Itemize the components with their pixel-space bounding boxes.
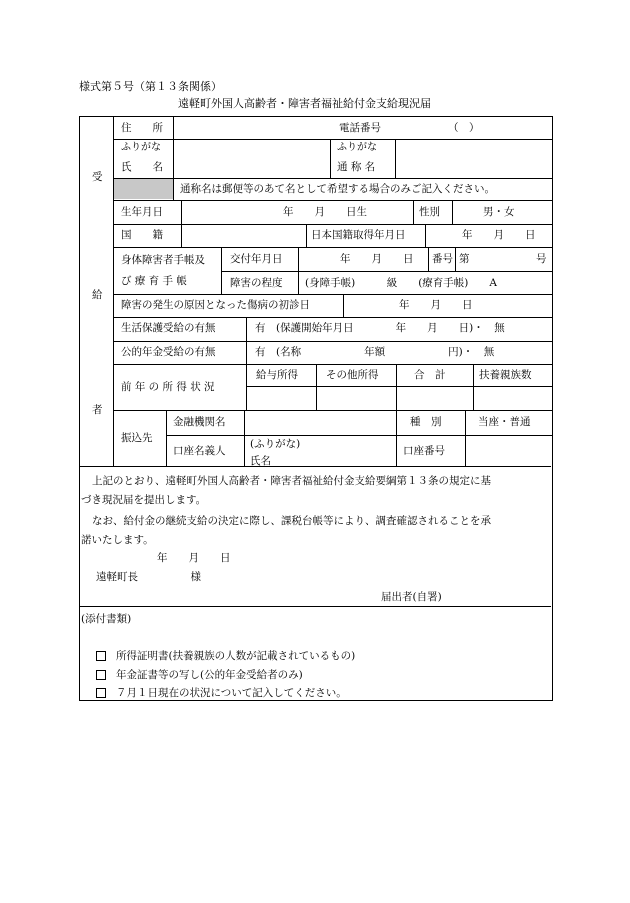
- account-type-value[interactable]: 当座・普通: [478, 416, 531, 428]
- checkbox[interactable]: [96, 670, 106, 680]
- nationality-label: 国 籍: [121, 229, 163, 241]
- first-exam-label: 障害の発生の原因となった傷病の初診日: [121, 299, 310, 311]
- income-col-dependents: 扶養親族数: [479, 369, 532, 381]
- holder-label: 口座名義人: [173, 445, 226, 457]
- account-number-label: 口座番号: [403, 445, 445, 457]
- account-number-field[interactable]: [468, 438, 549, 464]
- mayor-addressee: 遠軽町長 様: [96, 571, 201, 583]
- shaded-cell: [114, 179, 173, 199]
- sex-label: 性別: [419, 206, 440, 218]
- handbook-label-line1: 身体障害者手帳及: [121, 254, 205, 266]
- holder-name-label: 氏名: [250, 455, 271, 467]
- handbook-number-suffix: 号: [536, 253, 547, 265]
- income-col-other: その他所得: [326, 369, 379, 381]
- degree-label: 障害の程度: [230, 277, 283, 289]
- attachment-item: [96, 651, 355, 662]
- declaration-line2: づき現況届を提出します。: [81, 494, 207, 506]
- issue-date-label: 交付年月日: [230, 253, 283, 265]
- income-col-total: 合 計: [414, 369, 446, 381]
- birth-label: 生年月日: [121, 206, 163, 218]
- jp-nationality-date[interactable]: 年 月 日: [462, 229, 536, 241]
- handbook-label-line2: び 療 育 手 帳: [121, 275, 187, 287]
- nationality-field[interactable]: [185, 227, 303, 245]
- attachment-item: [96, 670, 303, 681]
- attachment-item: [96, 688, 347, 699]
- birth-value[interactable]: 年 月 日生: [283, 206, 367, 218]
- welfare-value[interactable]: 有 (保護開始年月日 年 月 日)・ 無: [255, 322, 505, 334]
- attachment-item-label: ７月１日現在の状況について記入してください。: [116, 687, 347, 699]
- income-dependents-field[interactable]: [475, 388, 549, 408]
- attachment-item-label: 所得証明書(扶養親族の人数が記載されているもの): [116, 650, 356, 662]
- common-name-note: 通称名は郵便等のあて名として希望する場合のみご記入ください。: [180, 183, 495, 195]
- welfare-label: 生活保護受給の有無: [121, 322, 216, 334]
- submitter-signature[interactable]: 届出者(自署): [381, 591, 442, 603]
- income-salary-field[interactable]: [248, 388, 314, 408]
- income-label: 前 年 の 所 得 状 況: [121, 381, 215, 393]
- pension-value[interactable]: 有 (名称 年額 円)・ 無: [255, 346, 495, 358]
- bank-name-label: 金融機関名: [173, 416, 226, 428]
- issue-date-value[interactable]: 年 月 日: [340, 253, 414, 265]
- common-name-field[interactable]: [398, 142, 548, 176]
- income-other-field[interactable]: [318, 388, 394, 408]
- declaration-date[interactable]: 年 月 日: [157, 552, 231, 564]
- address-label: 住 所: [121, 122, 163, 134]
- income-total-field[interactable]: [398, 388, 471, 408]
- name-label: 氏 名: [121, 161, 163, 173]
- declaration-line3: なお、給付金の継続支給の決定に際し、課税台帳等により、調査確認されることを承: [92, 515, 491, 527]
- attachment-item-label: 年金証書等の写し(公的年金受給者のみ): [116, 669, 303, 681]
- side-label-ju: 受: [92, 171, 103, 183]
- pension-label: 公的年金受給の有無: [121, 346, 216, 358]
- name-furigana-label: ふりがな: [121, 142, 161, 153]
- attachments-heading: (添付書類): [81, 613, 132, 625]
- holder-furigana-label: (ふりがな): [250, 438, 301, 450]
- checkbox[interactable]: [96, 651, 106, 661]
- degree-value[interactable]: (身障手帳) 級 (療育手帳) A: [305, 277, 497, 289]
- declaration-line4: 諾いたします。: [81, 534, 154, 546]
- checkbox[interactable]: [96, 688, 106, 698]
- declaration-line1: 上記のとおり、遠軽町外国人高齢者・障害者福祉給付金支給要綱第１３条の規定に基: [92, 475, 491, 487]
- jp-nationality-label: 日本国籍取得年月日: [311, 229, 406, 241]
- common-name-label: 通 称 名: [337, 161, 376, 173]
- income-col-salary: 給与所得: [256, 369, 298, 381]
- sex-value[interactable]: 男・女: [483, 206, 515, 218]
- account-type-label: 種 別: [410, 416, 442, 428]
- name-field[interactable]: [176, 142, 326, 176]
- handbook-number-label: 番号: [432, 253, 453, 265]
- side-label-sha: 者: [92, 404, 103, 416]
- common-name-furigana-label: ふりがな: [337, 142, 377, 153]
- form-title: 遠軽町外国人高齢者・障害者福祉給付金支給現況届: [178, 97, 431, 110]
- transfer-label: 振込先: [121, 432, 153, 444]
- phone-label: 電話番号: [339, 122, 381, 134]
- phone-field[interactable]: （ ）: [448, 122, 480, 134]
- side-label-kyu: 給: [92, 289, 103, 301]
- bank-name-field[interactable]: [247, 413, 393, 433]
- handbook-number-prefix[interactable]: 第: [459, 253, 470, 265]
- form-number: 様式第５号（第１３条関係）: [79, 80, 222, 93]
- first-exam-value[interactable]: 年 月 日: [399, 299, 473, 311]
